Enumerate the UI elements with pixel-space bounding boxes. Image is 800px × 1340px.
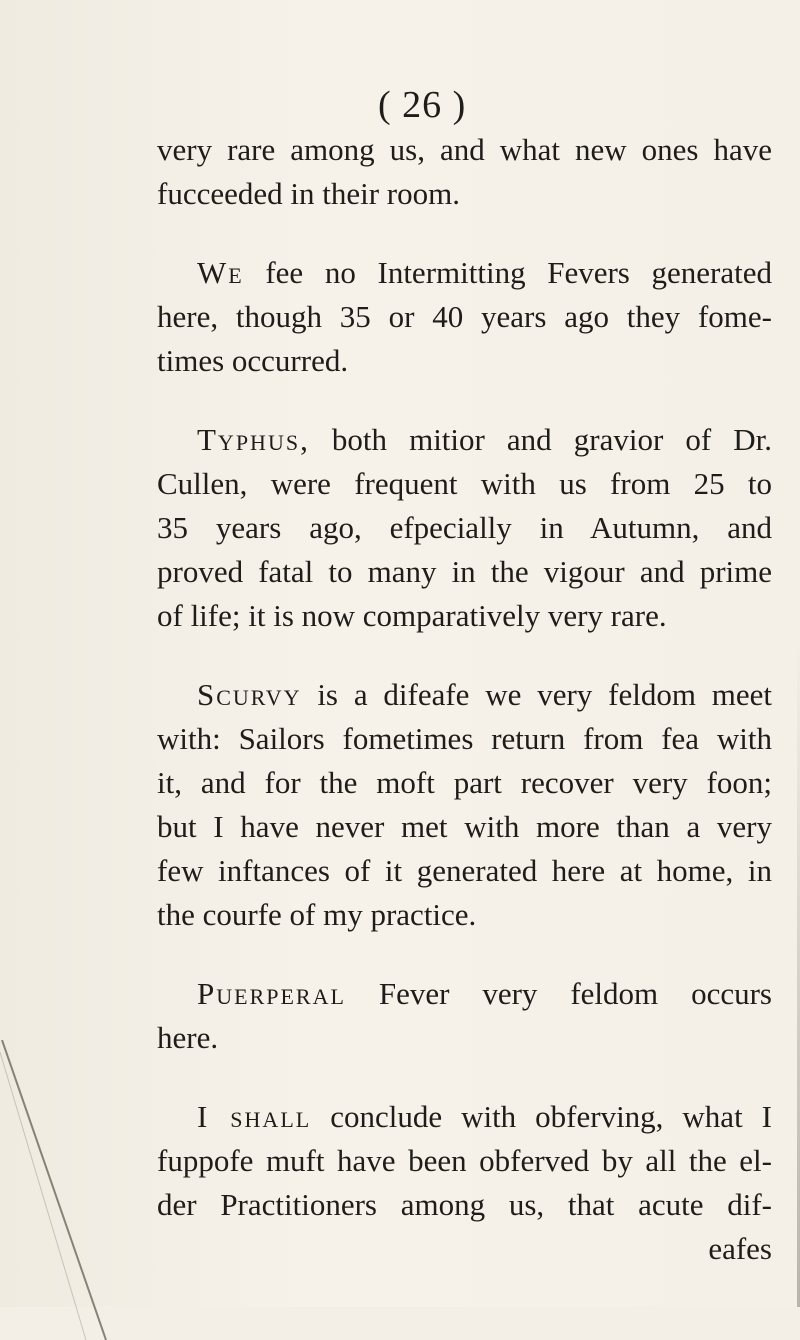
body-text (157, 128, 772, 1271)
text-line: here, though 35 or 40 years ago they fome- (157, 299, 772, 334)
page-fold-shadow (0, 1040, 110, 1340)
text-line: it, and for the moft part recover very foon; (157, 765, 772, 800)
paragraph-first-line (157, 673, 772, 717)
text-run: both mitior and gravior of Dr. (309, 422, 772, 457)
paragraph-lead: I shall (197, 1099, 312, 1134)
text-line: times occurred. (157, 343, 349, 378)
text-line: 35 years ago, efpecially in Autumn, and (157, 510, 772, 545)
text-line: proved fatal to many in the vigour and prime (157, 554, 772, 589)
text-line: here. (157, 1020, 219, 1055)
text-line: fuppofe muft have been obferved by all the el- (157, 1143, 772, 1178)
text-line: of life; it is now comparatively very rare. (157, 598, 667, 633)
paragraph-first-line (157, 1095, 772, 1139)
paragraph-lead: We (197, 255, 244, 290)
text-line: Cullen, were frequent with us from 25 to (157, 466, 772, 501)
page-number: ( 26 ) (378, 84, 467, 126)
text-line: fucceeded in their room. (157, 176, 460, 211)
text-line: very rare among us, and what new ones have (157, 132, 772, 167)
paragraph-first-line (157, 251, 772, 295)
paragraph-lead: Scurvy (197, 677, 302, 712)
catchword: eafes (708, 1231, 772, 1266)
text-run: conclude with obferving, what I (311, 1099, 772, 1134)
text-run: fee no Intermitting Fevers generated (243, 255, 772, 290)
text-line: but I have never met with more than a very (157, 809, 772, 844)
paragraph-lead: Typhus, (197, 422, 310, 457)
text-run: Fever very feldom occurs (345, 976, 772, 1011)
text-run: is a difeafe we very feldom meet (301, 677, 772, 712)
text-line: the courfe of my practice. (157, 897, 477, 932)
text-line: few inftances of it generated here at home, in (157, 853, 772, 888)
text-line: der Practitioners among us, that acute dif- (157, 1187, 772, 1222)
paragraph-lead: Puerperal (197, 976, 346, 1011)
paragraph-first-line (157, 972, 772, 1016)
paragraph-first-line (157, 418, 772, 462)
text-line: with: Sailors fometimes return from fea with (157, 721, 772, 756)
